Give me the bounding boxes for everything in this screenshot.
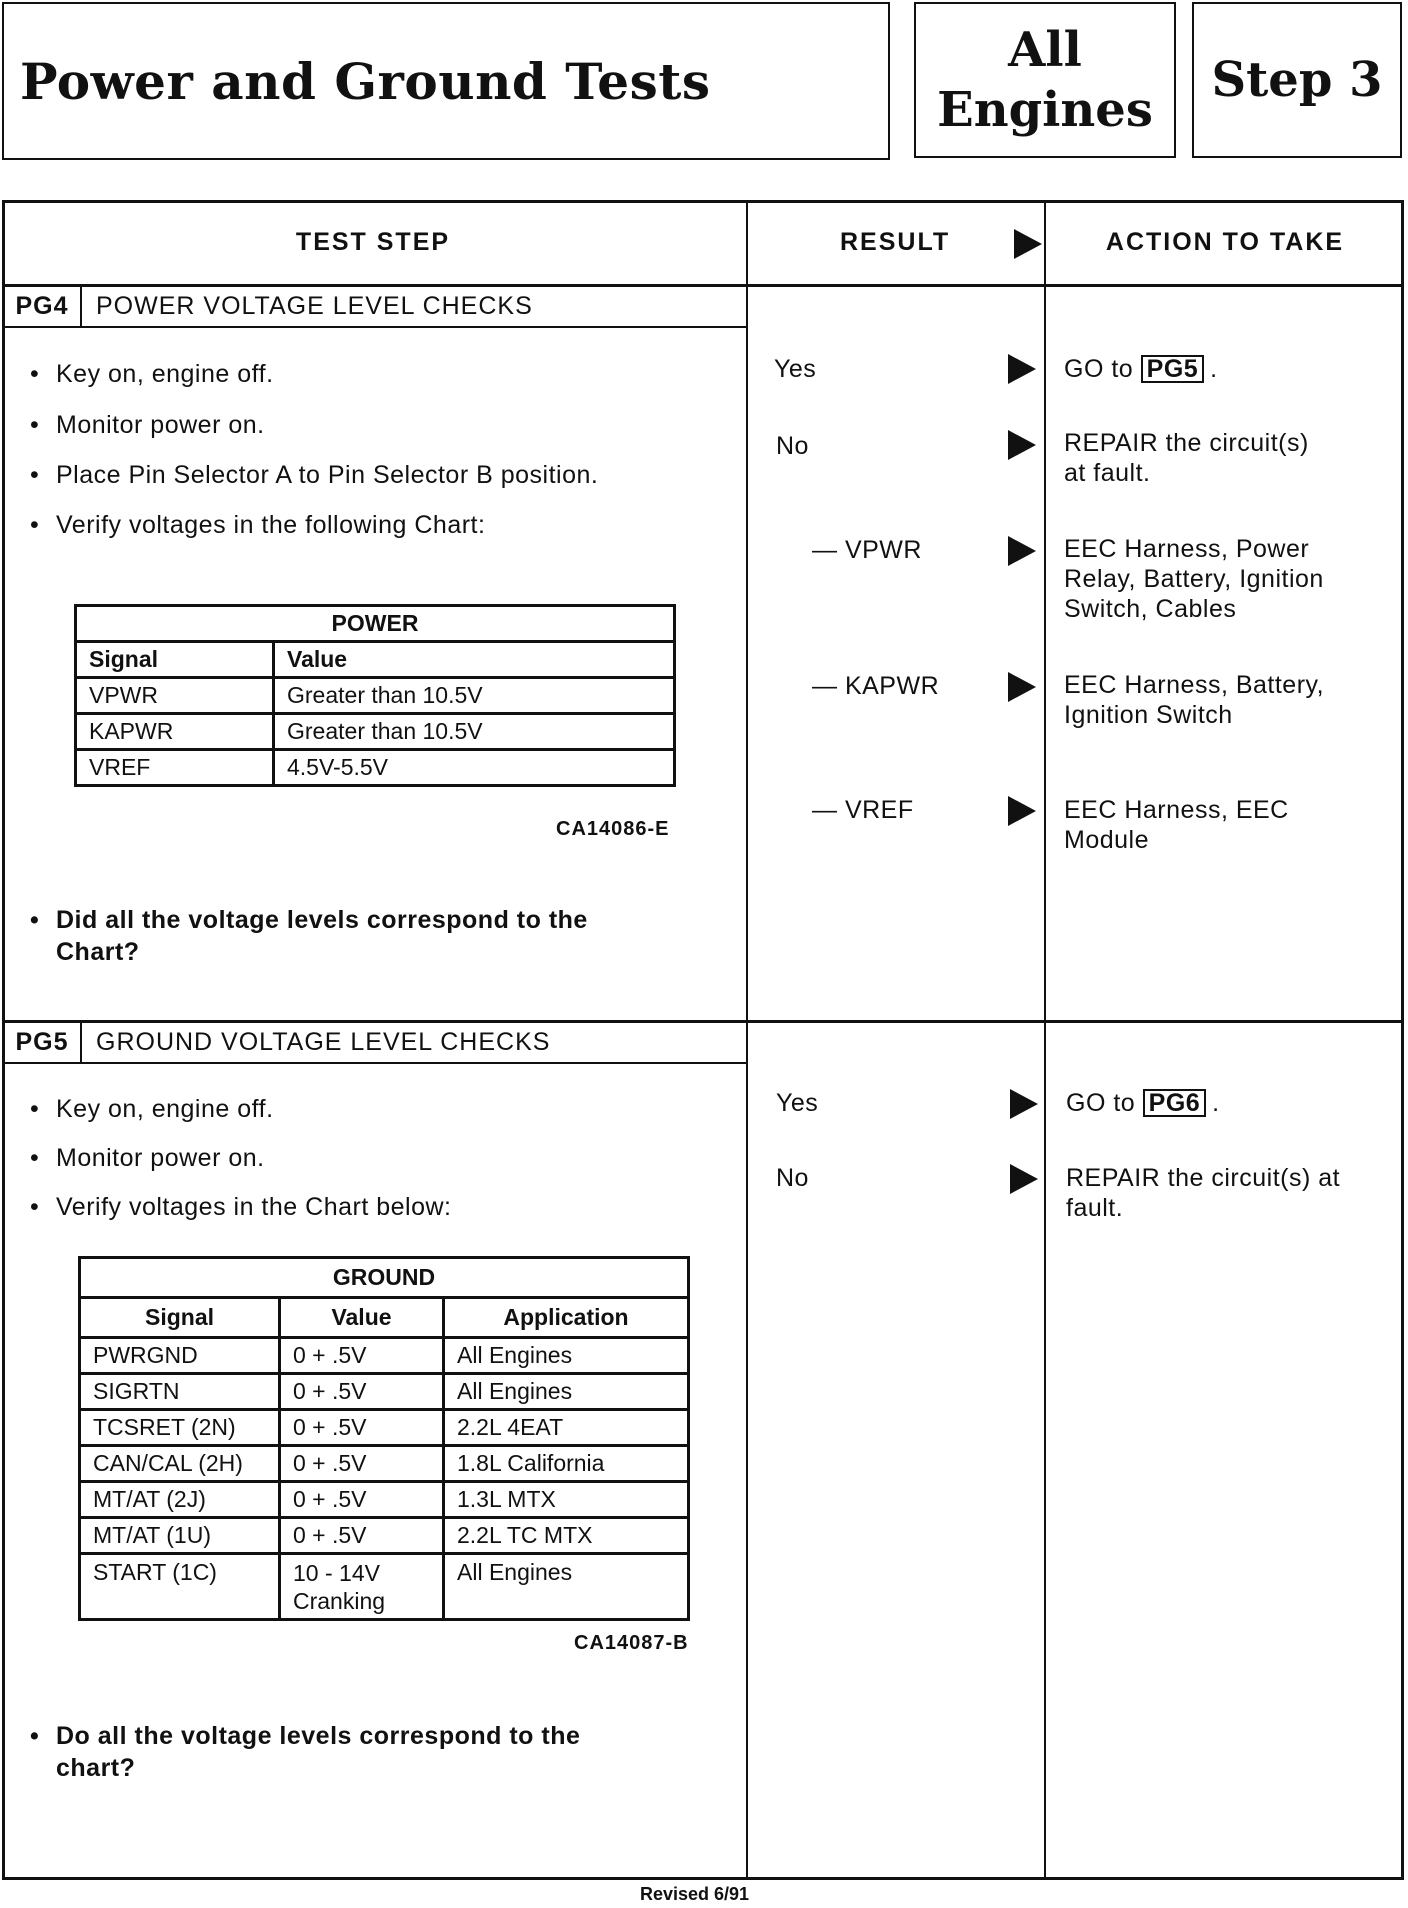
pg4-action-vpwr-line-3: Switch, Cables — [1064, 595, 1237, 623]
pg5-question — [30, 1720, 580, 1784]
table-row — [80, 1554, 689, 1620]
table-row — [76, 750, 675, 786]
engines-box — [914, 2, 1176, 158]
pg4-action-kapwr-line-2: Ignition Switch — [1064, 701, 1233, 729]
table-row — [76, 714, 675, 750]
pg4-yes-arrow-icon — [1008, 354, 1036, 384]
power-cell: VREF — [76, 750, 274, 786]
engines-line-2: Engines — [937, 82, 1153, 138]
ground-cell — [280, 1554, 444, 1620]
power-header-value: Value — [274, 642, 675, 678]
pg4-action-vref — [1064, 795, 1289, 855]
pg4-no-arrow-icon — [1008, 430, 1036, 460]
pg5-title: GROUND VOLTAGE LEVEL CHECKS — [96, 1027, 551, 1056]
pg4-bullet-4: • Verify voltages in the following Chart: — [30, 511, 485, 540]
pg5-heading — [4, 1022, 748, 1064]
ground-chart — [78, 1256, 690, 1621]
power-chart-caption: POWER — [76, 606, 675, 642]
pg6-reference-link[interactable]: PG6 — [1143, 1089, 1207, 1117]
step-box — [1192, 2, 1402, 158]
ground-cell: 0 + .5V — [280, 1518, 444, 1554]
table-row — [80, 1410, 689, 1446]
revision-note: Revised 6/91 — [640, 1884, 750, 1904]
ground-cell: CAN/CAL (2H) — [80, 1446, 280, 1482]
pg4-bullet-3: • Place Pin Selector A to Pin Selector B position. — [30, 461, 598, 490]
pg4-action-vpwr-line-2: Relay, Battery, Ignition — [1064, 565, 1324, 593]
ground-value-line-2: Cranking — [293, 1588, 386, 1614]
power-cell: VPWR — [76, 678, 274, 714]
pg4-result-no: No — [776, 432, 809, 460]
table-row — [80, 1338, 689, 1374]
pg4-vpwr-arrow-icon — [1008, 536, 1036, 566]
ground-cell: 2.2L 4EAT — [444, 1410, 689, 1446]
ground-chart-figure-id: CA14087-B — [574, 1632, 689, 1654]
ground-cell: 0 + .5V — [280, 1446, 444, 1482]
power-header-signal: Signal — [76, 642, 274, 678]
divider-result-action — [1044, 200, 1046, 1880]
ground-header-value: Value — [280, 1298, 444, 1338]
table-row — [76, 678, 675, 714]
ground-cell: MT/AT (1U) — [80, 1518, 280, 1554]
pg4-action-yes-prefix: GO to — [1064, 355, 1134, 383]
pg4-result-kapwr: — KAPWR — [812, 672, 940, 700]
page-title-text: Power and Ground Tests — [20, 51, 711, 111]
pg5-question-line-1: Do all the voltage levels correspond to the — [56, 1722, 581, 1750]
pg5-bullet-3: • Verify voltages in the Chart below: — [30, 1193, 451, 1222]
table-row — [80, 1446, 689, 1482]
column-test-step — [0, 200, 746, 284]
power-cell: KAPWR — [76, 714, 274, 750]
table-row — [80, 1518, 689, 1554]
engines-line-1: All — [1008, 22, 1082, 78]
ground-cell: 1.3L MTX — [444, 1482, 689, 1518]
pg5-action-no — [1066, 1163, 1340, 1223]
ground-value-line-1: 10 - 14V — [293, 1560, 380, 1586]
pg5-result-no: No — [776, 1164, 809, 1192]
pg4-question-line-2: Chart? — [56, 938, 140, 966]
power-chart — [74, 604, 676, 787]
ground-cell: 2.2L TC MTX — [444, 1518, 689, 1554]
pg5-yes-arrow-icon — [1010, 1089, 1038, 1119]
column-result-label: RESULT — [840, 227, 951, 256]
pg4-action-yes-suffix: . — [1210, 355, 1218, 383]
pg5-reference-link[interactable]: PG5 — [1141, 355, 1205, 383]
ground-cell: START (1C) — [80, 1554, 280, 1620]
pg5-result-yes: Yes — [776, 1089, 819, 1117]
table-row — [80, 1374, 689, 1410]
ground-cell: 0 + .5V — [280, 1410, 444, 1446]
ground-cell: TCSRET (2N) — [80, 1410, 280, 1446]
ground-cell: MT/AT (2J) — [80, 1482, 280, 1518]
column-action-label: ACTION TO TAKE — [1105, 227, 1345, 256]
pg4-action-no-line-2: at fault. — [1064, 459, 1151, 487]
pg4-action-no — [1064, 428, 1309, 488]
power-cell: 4.5V-5.5V — [274, 750, 675, 786]
pg4-code: PG4 — [4, 286, 82, 326]
page-title — [2, 2, 890, 160]
ground-cell: 0 + .5V — [280, 1374, 444, 1410]
pg4-question — [30, 904, 588, 968]
ground-cell: 0 + .5V — [280, 1482, 444, 1518]
ground-cell: All Engines — [444, 1554, 689, 1620]
pg4-action-no-line-1: REPAIR the circuit(s) — [1064, 429, 1309, 457]
power-cell: Greater than 10.5V — [274, 714, 675, 750]
table-row — [80, 1482, 689, 1518]
pg4-action-kapwr-line-1: EEC Harness, Battery, — [1064, 671, 1325, 699]
power-chart-figure-id: CA14086-E — [556, 818, 670, 840]
pg4-action-vpwr-line-1: EEC Harness, Power — [1064, 535, 1310, 563]
pg4-title: POWER VOLTAGE LEVEL CHECKS — [96, 291, 533, 320]
ground-cell: All Engines — [444, 1374, 689, 1410]
pg4-heading — [4, 286, 748, 328]
pg5-no-arrow-icon — [1010, 1164, 1038, 1194]
result-arrow-icon — [1014, 229, 1042, 259]
pg4-action-vref-line-2: Module — [1064, 826, 1149, 854]
pg5-action-yes-prefix: GO to — [1066, 1089, 1136, 1117]
pg4-bullet-2: • Monitor power on. — [30, 411, 265, 440]
ground-header-application: Application — [444, 1298, 689, 1338]
step-label: Step 3 — [1211, 52, 1383, 108]
pg4-result-vpwr: — VPWR — [812, 536, 922, 564]
pg4-question-line-1: Did all the voltage levels correspond to the — [56, 906, 588, 934]
ground-chart-caption: GROUND — [80, 1258, 689, 1298]
pg5-question-line-2: chart? — [56, 1754, 136, 1782]
ground-cell: 1.8L California — [444, 1446, 689, 1482]
ground-cell: PWRGND — [80, 1338, 280, 1374]
pg4-bullet-1: • Key on, engine off. — [30, 360, 274, 389]
ground-cell: 0 + .5V — [280, 1338, 444, 1374]
pg4-result-vref: — VREF — [812, 796, 914, 824]
pg5-code: PG5 — [4, 1022, 82, 1062]
pg5-action-yes-suffix: . — [1212, 1089, 1220, 1117]
column-result — [840, 200, 950, 284]
pg4-action-kapwr — [1064, 670, 1324, 730]
ground-cell: All Engines — [444, 1338, 689, 1374]
pg4-vref-arrow-icon — [1008, 796, 1036, 826]
pg5-bullet-2: • Monitor power on. — [30, 1144, 265, 1173]
power-cell: Greater than 10.5V — [274, 678, 675, 714]
ground-cell: SIGRTN — [80, 1374, 280, 1410]
pg5-action-yes — [1066, 1088, 1220, 1118]
pg5-action-no-line-2: fault. — [1066, 1194, 1124, 1222]
pg5-bullet-1: • Key on, engine off. — [30, 1095, 274, 1124]
pg4-result-yes: Yes — [774, 355, 817, 383]
ground-header-signal: Signal — [80, 1298, 280, 1338]
column-action — [1046, 200, 1404, 284]
pg5-action-no-line-1: REPAIR the circuit(s) at — [1066, 1164, 1341, 1192]
pg4-action-vpwr — [1064, 534, 1324, 624]
pg4-action-yes — [1064, 354, 1218, 384]
pg4-kapwr-arrow-icon — [1008, 672, 1036, 702]
pg4-action-vref-line-1: EEC Harness, EEC — [1064, 796, 1289, 824]
column-test-step-label: TEST STEP — [295, 227, 451, 256]
